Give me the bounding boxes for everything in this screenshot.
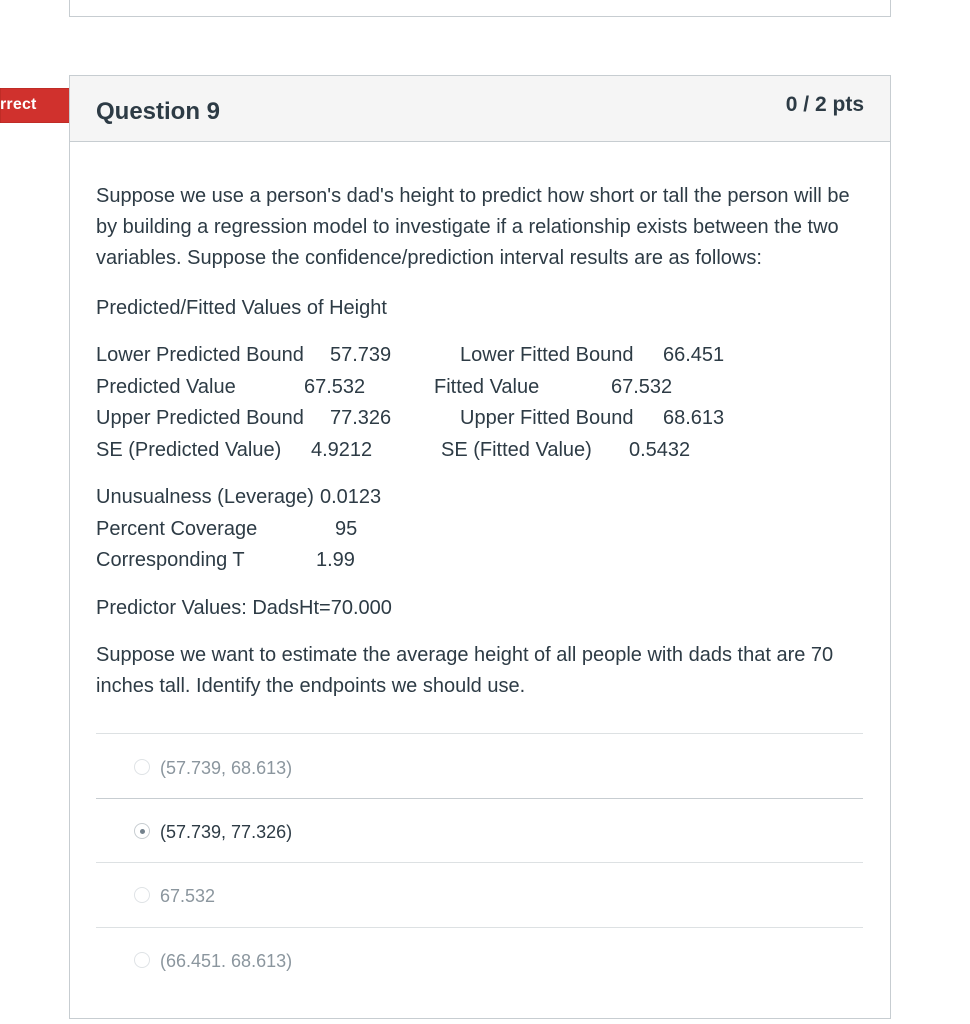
se-predicted-label: SE (Predicted Value) (96, 439, 282, 461)
upper-fitted-label: Upper Fitted Bound (460, 407, 634, 429)
radio-unselected-icon[interactable] (134, 952, 150, 968)
se-predicted-value: 4.9212 (311, 439, 373, 461)
table-title: Predicted/Fitted Values of Height (96, 297, 387, 319)
upper-predicted-value: 77.326 (330, 407, 392, 429)
predicted-value-label: Predicted Value (96, 376, 236, 398)
answer-option-1[interactable] (96, 734, 863, 794)
lower-predicted-value: 57.739 (330, 344, 392, 366)
leverage-label: Unusualness (Leverage) (96, 486, 314, 508)
leverage-value: 0.0123 (320, 486, 382, 508)
answer-label: (57.739, 68.613) (160, 758, 293, 778)
answer-option-4[interactable] (96, 928, 863, 988)
radio-unselected-icon[interactable] (134, 887, 150, 903)
fitted-value-value: 67.532 (611, 376, 673, 398)
t-value: 1.99 (316, 549, 355, 571)
fitted-value-label: Fitted Value (434, 376, 540, 398)
question-points: 0 / 2 pts (785, 93, 864, 116)
lower-fitted-value: 66.451 (663, 344, 725, 366)
previous-question-card (69, 0, 891, 17)
coverage-label: Percent Coverage (96, 518, 258, 540)
question-header (70, 76, 890, 142)
upper-fitted-value: 68.613 (663, 407, 725, 429)
predicted-value-value: 67.532 (304, 376, 366, 398)
lower-fitted-label: Lower Fitted Bound (460, 344, 634, 366)
predictor-values: Predictor Values: DadsHt=70.000 (96, 597, 392, 619)
t-label: Corresponding T (96, 549, 245, 571)
upper-predicted-label: Upper Predicted Bound (96, 407, 304, 429)
question-card (69, 75, 891, 1019)
answer-label: (66.451. 68.613) (160, 951, 293, 971)
answer-label: 67.532 (160, 886, 216, 906)
flag-label: rrect (0, 96, 37, 113)
se-fitted-label: SE (Fitted Value) (441, 439, 592, 461)
question-intro: Suppose we use a person's dad's height to predict how short or tall the person will be by building a regression model to investigate if a relationship exists between the two variables. Suppose the confidence/prediction interval results are as follows: (96, 185, 850, 269)
answer-option-2[interactable] (96, 799, 863, 859)
radio-selected-icon[interactable] (134, 823, 150, 839)
answer-option-3[interactable] (96, 863, 863, 923)
se-fitted-value: 0.5432 (629, 439, 691, 461)
radio-unselected-icon[interactable] (134, 759, 150, 775)
lower-predicted-label: Lower Predicted Bound (96, 344, 304, 366)
coverage-value: 95 (335, 518, 358, 540)
question-title: Question 9 (96, 98, 221, 125)
answer-label: (57.739, 77.326) (160, 822, 293, 842)
question-prompt: Suppose we want to estimate the average height of all people with dads that are 70 inches tall. Identify the endpoints we should use. (96, 644, 834, 697)
